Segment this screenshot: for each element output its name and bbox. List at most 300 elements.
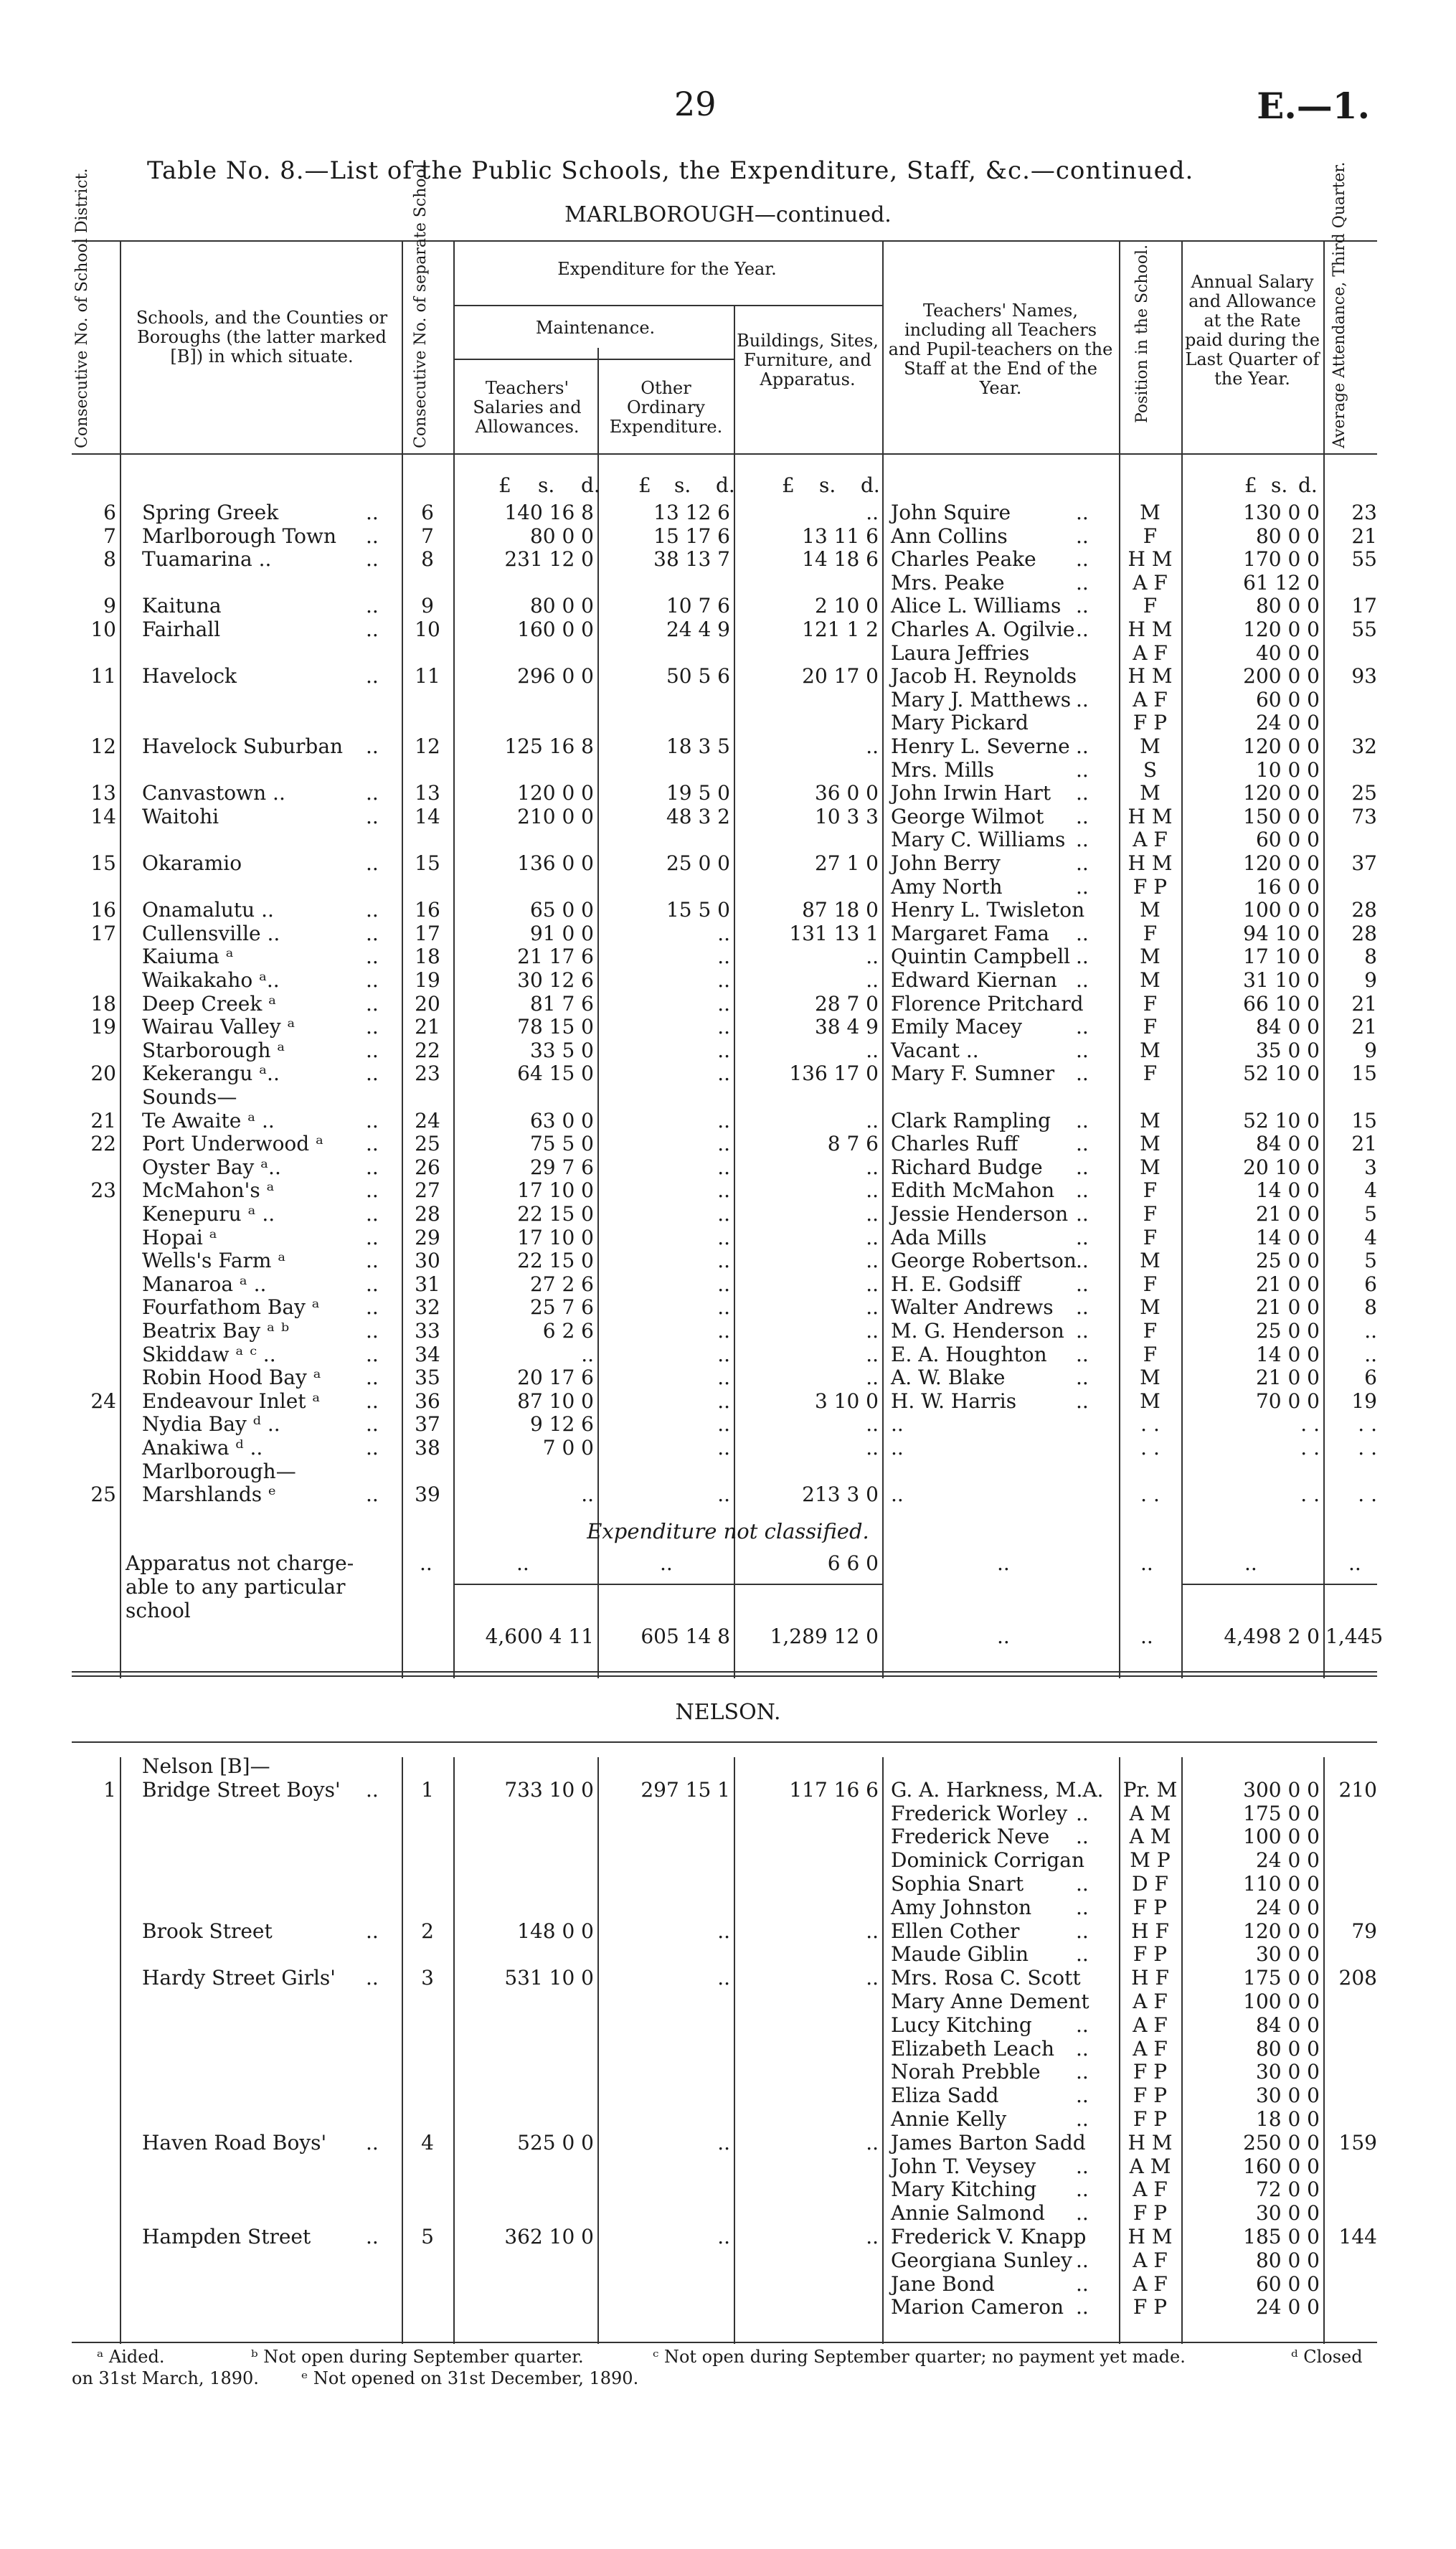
- teacher-name-cell: John Squire: [891, 501, 1011, 524]
- teacher-name-cell: Norah Prebble: [891, 2060, 1041, 2084]
- school-dots-cell: ..: [366, 734, 379, 758]
- teachers-salaries-cell: 140 16 8: [504, 501, 594, 524]
- school-name-cell: Hampden Street: [142, 2225, 311, 2248]
- school-name-cell: Havelock Suburban: [142, 734, 344, 758]
- teacher-name-cell: Laura Jeffries: [891, 640, 1030, 665]
- position-cell: F P: [1133, 2295, 1168, 2319]
- header-teachers-salaries: Teachers' Salaries and Allowances.: [473, 378, 582, 437]
- table-row: [0, 1319, 1456, 1342]
- other-expenditure-cell: 38 13 7: [653, 547, 730, 572]
- annual-salary-cell: 185 0 0: [1243, 2225, 1320, 2248]
- teacher-name-cell: Mary C. Williams: [891, 828, 1066, 852]
- position-cell: M: [1140, 781, 1160, 805]
- teacher-dots-cell: ..: [1076, 594, 1089, 618]
- table-row: [0, 688, 1456, 711]
- position-cell: M: [1140, 945, 1160, 969]
- school-no-cell: 10: [415, 618, 440, 641]
- annual-salary-cell: 25 0 0: [1255, 1319, 1320, 1343]
- teachers-salaries-cell: 65 0 0: [529, 898, 594, 922]
- teacher-name-cell: James Barton Sadd: [891, 2130, 1086, 2155]
- position-cell: F P: [1133, 1942, 1168, 1967]
- school-dots-cell: ..: [366, 1389, 379, 1413]
- school-no-cell: 25: [415, 1132, 440, 1156]
- apparatus-buildings: 6 6 0: [827, 1551, 879, 1575]
- district-no-cell: 1: [103, 1777, 116, 1802]
- school-dots-cell: ..: [366, 1249, 379, 1273]
- teachers-salaries-cell: 296 0 0: [517, 664, 594, 689]
- position-cell: M: [1140, 1389, 1160, 1413]
- annual-salary-cell: 84 0 0: [1255, 1132, 1320, 1156]
- teacher-dots-cell: ..: [1076, 921, 1089, 945]
- teacher-dots-cell: ..: [1076, 1319, 1089, 1343]
- header-maintenance: Maintenance.: [535, 318, 656, 338]
- school-dots-cell: ..: [366, 1482, 379, 1507]
- teachers-salaries-cell: 231 12 0: [504, 547, 594, 572]
- attendance-cell: . .: [1358, 1482, 1377, 1507]
- position-cell: F: [1143, 1342, 1158, 1366]
- teachers-salaries-cell: 21 17 6: [517, 945, 594, 969]
- buildings-cell: ..: [866, 1342, 879, 1366]
- table-row: [0, 2013, 1456, 2036]
- table-row: [0, 711, 1456, 734]
- attendance-cell: 210: [1338, 1777, 1377, 1802]
- annual-salary-cell: 14 0 0: [1255, 1225, 1320, 1249]
- buildings-cell: ..: [866, 1295, 879, 1320]
- table-row: [0, 1109, 1456, 1132]
- position-cell: F: [1143, 1202, 1158, 1226]
- school-dots-cell: ..: [366, 851, 379, 875]
- school-name-cell: Kekerangu ᵃ..: [142, 1061, 280, 1086]
- attendance-cell: 19: [1351, 1389, 1377, 1413]
- table-row: [0, 2060, 1456, 2083]
- apparatus-dots-other: ..: [660, 1551, 673, 1575]
- buildings-cell: 213 3 0: [802, 1482, 879, 1507]
- table-row: [0, 547, 1456, 570]
- annual-salary-cell: 80 0 0: [1255, 524, 1320, 548]
- attendance-cell: 17: [1351, 594, 1377, 618]
- position-cell: A M: [1129, 1801, 1171, 1825]
- position-cell: A F: [1133, 1990, 1168, 2013]
- teacher-name-cell: Charles Ruff: [891, 1132, 1018, 1156]
- annual-salary-cell: 61 12 0: [1243, 570, 1320, 595]
- other-expenditure-cell: ..: [717, 1225, 730, 1249]
- teacher-name-cell: Eliza Sadd: [891, 2084, 999, 2108]
- school-no-cell: 32: [415, 1295, 440, 1320]
- school-dots-cell: ..: [366, 1061, 379, 1086]
- annual-salary-cell: 30 0 0: [1255, 2084, 1320, 2108]
- position-cell: M: [1140, 1108, 1160, 1132]
- district-no-cell: 9: [103, 594, 116, 618]
- teachers-salaries-cell: 362 10 0: [504, 2225, 594, 2248]
- position-cell: F: [1143, 991, 1158, 1016]
- position-cell: M: [1140, 1132, 1160, 1156]
- annual-salary-cell: 120 0 0: [1243, 734, 1320, 758]
- other-expenditure-cell: ..: [717, 1919, 730, 1943]
- teacher-name-cell: Georgiana Sunley: [891, 2248, 1072, 2272]
- total-teachers-salaries: 4,600 4 11: [485, 1625, 594, 1648]
- teacher-name-cell: M. G. Henderson: [891, 1319, 1064, 1343]
- annual-salary-cell: 60 0 0: [1255, 828, 1320, 852]
- other-expenditure-cell: ..: [717, 1482, 730, 1507]
- school-name-cell: Marlborough—: [142, 1459, 296, 1483]
- position-cell: F P: [1133, 1895, 1168, 1919]
- header-consecutive-district: Consecutive No. of School District.: [73, 168, 91, 448]
- teacher-dots-cell: ..: [1076, 1015, 1089, 1039]
- annual-salary-cell: 40 0 0: [1255, 640, 1320, 665]
- position-cell: H F: [1131, 1966, 1169, 1990]
- teacher-name-cell: Ann Collins: [891, 524, 1008, 548]
- school-dots-cell: ..: [366, 781, 379, 805]
- attendance-cell: 28: [1351, 898, 1377, 922]
- teacher-name-cell: George Robertson: [891, 1249, 1077, 1273]
- annual-salary-cell: 14 0 0: [1255, 1342, 1320, 1366]
- school-dots-cell: ..: [366, 1777, 379, 1802]
- not-classified-label: Expenditure not classified.: [587, 1519, 869, 1543]
- position-cell: A F: [1133, 828, 1168, 852]
- position-cell: H M: [1128, 804, 1173, 828]
- table-row: [0, 898, 1456, 921]
- teacher-dots-cell: ..: [1076, 687, 1089, 711]
- school-no-cell: 16: [415, 898, 440, 922]
- teacher-name-cell: Frederick Neve: [891, 1825, 1050, 1849]
- table-row: [0, 1389, 1456, 1412]
- other-expenditure-cell: ..: [717, 921, 730, 945]
- teacher-name-cell: John Berry: [891, 851, 1001, 875]
- teacher-name-cell: Frederick V. Knapp: [891, 2225, 1087, 2248]
- school-dots-cell: ..: [366, 501, 379, 524]
- position-cell: H F: [1131, 1919, 1169, 1943]
- buildings-cell: 87 18 0: [802, 898, 879, 922]
- annual-salary-cell: 130 0 0: [1243, 501, 1320, 524]
- school-dots-cell: ..: [366, 1319, 379, 1343]
- teacher-name-cell: Edward Kiernan: [891, 968, 1057, 992]
- table-row: [0, 1482, 1456, 1505]
- table-row: [0, 1754, 1456, 1777]
- school-name-cell: Hardy Street Girls': [142, 1966, 336, 1990]
- buildings-cell: 28 7 0: [814, 991, 879, 1016]
- teachers-salaries-cell: 78 15 0: [517, 1015, 594, 1039]
- attendance-cell: 5: [1364, 1249, 1377, 1273]
- annual-salary-cell: 120 0 0: [1243, 851, 1320, 875]
- buildings-cell: 8 7 6: [827, 1132, 879, 1156]
- other-expenditure-cell: ..: [717, 1132, 730, 1156]
- school-no-cell: 38: [415, 1436, 440, 1460]
- header-buildings: Buildings, Sites, Furniture, and Apparatus.: [737, 331, 879, 389]
- teacher-name-cell: Jacob H. Reynolds: [891, 664, 1077, 689]
- footnote-c: ᶜ Not open during September quarter; no payment yet made.: [653, 2347, 1186, 2367]
- teacher-name-cell: Elizabeth Leach: [891, 2036, 1055, 2061]
- teacher-name-cell: Amy North: [891, 874, 1003, 899]
- teachers-salaries-cell: 136 0 0: [517, 851, 594, 875]
- buildings-cell: 36 0 0: [814, 781, 879, 805]
- page-number: 29: [674, 85, 717, 123]
- school-no-cell: 4: [421, 2130, 434, 2155]
- annual-salary-cell: 21 0 0: [1255, 1295, 1320, 1320]
- other-expenditure-cell: ..: [717, 1155, 730, 1179]
- school-name-cell: Havelock: [142, 664, 237, 689]
- table-row: [0, 1990, 1456, 2013]
- teacher-name-cell: ..: [891, 1412, 904, 1437]
- school-no-cell: 7: [421, 524, 434, 548]
- teacher-name-cell: Jessie Henderson: [891, 1202, 1069, 1226]
- teacher-dots-cell: ..: [1076, 945, 1089, 969]
- position-cell: Pr. M: [1122, 1777, 1178, 1802]
- table-row: [0, 758, 1456, 781]
- attendance-cell: ..: [1364, 1342, 1377, 1366]
- table-row: [0, 922, 1456, 945]
- teacher-dots-cell: ..: [1076, 1272, 1089, 1296]
- other-expenditure-cell: ..: [717, 1108, 730, 1132]
- district-no-cell: 21: [90, 1108, 116, 1132]
- school-name-cell: Sounds—: [142, 1085, 237, 1109]
- table-row: [0, 1942, 1456, 1965]
- annual-salary-cell: 24 0 0: [1255, 1848, 1320, 1873]
- total-other-ordinary: 605 14 8: [640, 1625, 730, 1648]
- annual-salary-cell: 120 0 0: [1243, 1919, 1320, 1943]
- teacher-name-cell: Annie Salmond: [891, 2201, 1045, 2226]
- position-cell: F P: [1133, 711, 1168, 735]
- school-name-cell: Endeavour Inlet ᵃ: [142, 1389, 321, 1413]
- teacher-dots-cell: ..: [1076, 874, 1089, 899]
- teachers-salaries-cell: 80 0 0: [529, 524, 594, 548]
- teacher-name-cell: Emily Macey: [891, 1015, 1023, 1039]
- position-cell: M: [1140, 1366, 1160, 1390]
- position-cell: H M: [1128, 547, 1173, 572]
- annual-salary-cell: 24 0 0: [1255, 711, 1320, 735]
- position-cell: A F: [1133, 687, 1168, 711]
- buildings-cell: ..: [866, 1202, 879, 1226]
- teacher-dots-cell: ..: [1076, 501, 1089, 524]
- annual-salary-cell: 35 0 0: [1255, 1038, 1320, 1062]
- school-name-cell: Canvastown ..: [142, 781, 285, 805]
- teachers-salaries-cell: 531 10 0: [504, 1966, 594, 1990]
- teacher-name-cell: Mary Kitching: [891, 2177, 1037, 2202]
- table-row: [0, 805, 1456, 828]
- other-expenditure-cell: ..: [717, 1295, 730, 1320]
- school-dots-cell: ..: [366, 1132, 379, 1156]
- school-dots-cell: ..: [366, 618, 379, 641]
- other-expenditure-cell: ..: [717, 1038, 730, 1062]
- school-dots-cell: ..: [366, 1225, 379, 1249]
- footnote-b: ᵇ Not open during September quarter.: [251, 2347, 584, 2367]
- teacher-dots-cell: ..: [1076, 804, 1089, 828]
- table-row: [0, 1343, 1456, 1366]
- total-position: ..: [1140, 1625, 1153, 1648]
- school-dots-cell: ..: [366, 547, 379, 572]
- position-cell: M: [1140, 1249, 1160, 1273]
- teacher-dots-cell: ..: [1076, 1061, 1089, 1086]
- teacher-dots-cell: ..: [1076, 1295, 1089, 1320]
- position-cell: A F: [1133, 2248, 1168, 2272]
- position-cell: F: [1143, 1061, 1158, 1086]
- attendance-cell: 55: [1351, 618, 1377, 641]
- attendance-cell: 32: [1351, 734, 1377, 758]
- table-row: [0, 781, 1456, 804]
- school-dots-cell: ..: [366, 664, 379, 689]
- district-no-cell: 13: [90, 781, 116, 805]
- annual-salary-cell: 30 0 0: [1255, 2060, 1320, 2084]
- school-name-cell: McMahon's ᵃ: [142, 1178, 275, 1203]
- other-expenditure-cell: ..: [717, 2130, 730, 2155]
- apparatus-label-line2: able to any particular: [126, 1575, 346, 1599]
- teacher-dots-cell: ..: [1076, 2084, 1089, 2108]
- teacher-name-cell: Florence Pritchard: [891, 991, 1084, 1016]
- annual-salary-cell: 10 0 0: [1255, 757, 1320, 782]
- school-no-cell: 26: [415, 1155, 440, 1179]
- annual-salary-cell: 100 0 0: [1243, 1990, 1320, 2013]
- annual-salary-cell: . .: [1300, 1412, 1320, 1437]
- table-row: [0, 1966, 1456, 1989]
- annual-salary-cell: 16 0 0: [1255, 874, 1320, 899]
- school-no-cell: 31: [415, 1272, 440, 1296]
- attendance-cell: 4: [1364, 1178, 1377, 1203]
- teacher-name-cell: Mrs. Peake: [891, 570, 1005, 595]
- district-no-cell: 8: [103, 547, 116, 572]
- school-dots-cell: ..: [366, 594, 379, 618]
- school-dots-cell: ..: [366, 1202, 379, 1226]
- annual-salary-cell: 21 0 0: [1255, 1272, 1320, 1296]
- teachers-salaries-cell: 20 17 6: [517, 1366, 594, 1390]
- position-cell: F P: [1133, 2084, 1168, 2108]
- total-names: ..: [997, 1625, 1010, 1648]
- attendance-cell: 15: [1351, 1108, 1377, 1132]
- teachers-salaries-cell: 33 5 0: [529, 1038, 594, 1062]
- school-name-cell: Onamalutu ..: [142, 898, 274, 922]
- teacher-dots-cell: ..: [1076, 1178, 1089, 1203]
- apparatus-label-line1: Apparatus not charge-: [126, 1551, 354, 1575]
- teacher-dots-cell: ..: [1076, 2271, 1089, 2296]
- buildings-cell: ..: [866, 1038, 879, 1062]
- teacher-name-cell: ..: [891, 1482, 904, 1507]
- header-schools: Schools, and the Counties or Boroughs (the latter marked [B]) in which situate.: [136, 308, 388, 366]
- buildings-cell: 121 1 2: [802, 618, 879, 641]
- teacher-name-cell: Clark Rampling: [891, 1108, 1051, 1132]
- position-cell: S: [1143, 757, 1158, 782]
- teachers-salaries-cell: 64 15 0: [517, 1061, 594, 1086]
- other-expenditure-cell: 25 0 0: [666, 851, 730, 875]
- table-row: [0, 2131, 1456, 2154]
- teacher-name-cell: H. W. Harris: [891, 1389, 1017, 1413]
- school-dots-cell: ..: [366, 1015, 379, 1039]
- teacher-dots-cell: ..: [1076, 2177, 1089, 2202]
- position-cell: D F: [1132, 1872, 1168, 1896]
- table-row: [0, 524, 1456, 547]
- teachers-salaries-cell: 80 0 0: [529, 594, 594, 618]
- teacher-dots-cell: ..: [1076, 1132, 1089, 1156]
- teacher-name-cell: Alice L. Williams: [891, 594, 1062, 618]
- apparatus-dots-salary: ..: [1244, 1551, 1257, 1575]
- annual-salary-cell: 170 0 0: [1243, 547, 1320, 572]
- table-row: [0, 1272, 1456, 1295]
- apparatus-dots-teachers: ..: [516, 1551, 529, 1575]
- school-no-cell: 15: [415, 851, 440, 875]
- header-position: Position in the School.: [1133, 244, 1151, 423]
- teacher-dots-cell: ..: [1076, 2295, 1089, 2319]
- currency-units-row: £ s. d. £ s. d. £ s. d. £ s. d.: [498, 473, 1318, 497]
- table-row: [0, 2272, 1456, 2295]
- buildings-cell: 131 13 1: [789, 921, 879, 945]
- teacher-dots-cell: ..: [1076, 828, 1089, 852]
- buildings-cell: 3 10 0: [814, 1389, 879, 1413]
- position-cell: M: [1140, 1295, 1160, 1320]
- teacher-dots-cell: ..: [1076, 2154, 1089, 2178]
- teacher-name-cell: Dominick Corrigan: [891, 1848, 1085, 1873]
- other-expenditure-cell: ..: [717, 968, 730, 992]
- other-expenditure-cell: ..: [717, 2225, 730, 2248]
- school-no-cell: 29: [415, 1225, 440, 1249]
- teachers-salaries-cell: 27 2 6: [529, 1272, 594, 1296]
- teacher-dots-cell: ..: [1076, 1895, 1089, 1919]
- district-no-cell: 20: [90, 1061, 116, 1086]
- teachers-salaries-cell: 22 15 0: [517, 1202, 594, 1226]
- table-row: [0, 1412, 1456, 1435]
- school-name-cell: Nelson [B]—: [142, 1754, 270, 1778]
- header-attendance: Average Attendance, Third Quarter.: [1330, 161, 1348, 448]
- annual-salary-cell: 60 0 0: [1255, 687, 1320, 711]
- district-no-cell: 19: [90, 1015, 116, 1039]
- buildings-cell: ..: [866, 1366, 879, 1390]
- teachers-salaries-cell: 9 12 6: [529, 1412, 594, 1437]
- annual-salary-cell: 94 10 0: [1243, 921, 1320, 945]
- teacher-dots-cell: ..: [1076, 1366, 1089, 1390]
- other-expenditure-cell: 13 12 6: [653, 501, 730, 524]
- table-row: [0, 828, 1456, 851]
- school-name-cell: Spring Greek: [142, 501, 279, 524]
- school-no-cell: 1: [421, 1777, 434, 1802]
- position-cell: A M: [1129, 2154, 1171, 2178]
- other-expenditure-cell: ..: [717, 1249, 730, 1273]
- school-no-cell: 24: [415, 1108, 440, 1132]
- district-no-cell: 17: [90, 921, 116, 945]
- teacher-dots-cell: ..: [1076, 2036, 1089, 2061]
- teacher-dots-cell: ..: [1076, 570, 1089, 595]
- school-dots-cell: ..: [366, 1342, 379, 1366]
- teacher-name-cell: Mary Anne Dement: [891, 1990, 1089, 2013]
- footnote-a: ᵃ Aided.: [97, 2347, 165, 2367]
- school-name-cell: Fairhall: [142, 618, 221, 641]
- school-no-cell: 30: [415, 1249, 440, 1273]
- teachers-salaries-cell: 75 5 0: [529, 1132, 594, 1156]
- annual-salary-cell: 21 0 0: [1255, 1366, 1320, 1390]
- annual-salary-cell: 72 0 0: [1255, 2177, 1320, 2202]
- district-no-cell: 16: [90, 898, 116, 922]
- teacher-name-cell: Mary J. Matthews: [891, 687, 1072, 711]
- table-row: [0, 992, 1456, 1015]
- teacher-name-cell: John T. Veysey: [891, 2154, 1036, 2178]
- teacher-name-cell: H. E. Godsiff: [891, 1272, 1021, 1296]
- position-cell: . .: [1140, 1482, 1160, 1507]
- table-row: [0, 1226, 1456, 1249]
- other-expenditure-cell: ..: [717, 1966, 730, 1990]
- attendance-cell: 93: [1351, 664, 1377, 689]
- position-cell: M: [1140, 968, 1160, 992]
- attendance-cell: 4: [1364, 1225, 1377, 1249]
- table-row: [0, 1155, 1456, 1178]
- table-row: [0, 1366, 1456, 1389]
- table-row: [0, 1039, 1456, 1061]
- buildings-cell: 14 18 6: [802, 547, 879, 572]
- table-row: [0, 851, 1456, 874]
- annual-salary-cell: . .: [1300, 1482, 1320, 1507]
- teachers-salaries-cell: 22 15 0: [517, 1249, 594, 1273]
- table-row: [0, 1919, 1456, 1942]
- apparatus-dots-position: ..: [1140, 1551, 1153, 1575]
- other-expenditure-cell: ..: [717, 1366, 730, 1390]
- school-no-cell: 27: [415, 1178, 440, 1203]
- table-row: [0, 1061, 1456, 1084]
- buildings-cell: ..: [866, 1919, 879, 1943]
- buildings-cell: 27 1 0: [814, 851, 879, 875]
